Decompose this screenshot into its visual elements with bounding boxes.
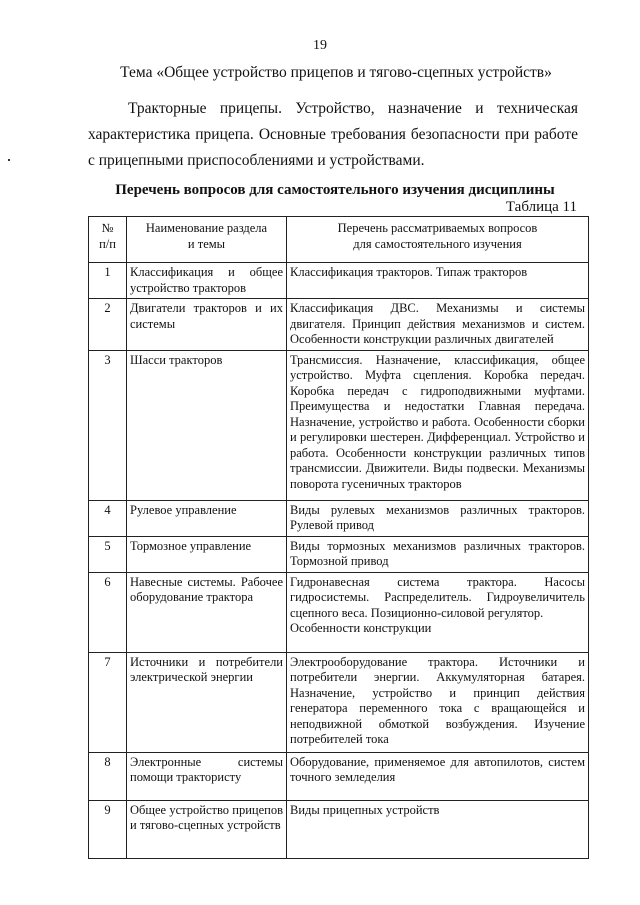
row-questions: Виды рулевых механизмов различных тракторов. Рулевой привод: [287, 500, 589, 536]
header-num: [89, 217, 127, 263]
row-section: Шасси тракторов: [127, 350, 287, 500]
row-number: 2: [89, 299, 127, 351]
row-questions: Электрооборудование трактора. Источники и потребители энергии. Аккумуляторная батарея. Назначение, устройство и принцип действия генератора переменного тока с вращающейся и неподвижной обмоткой возбуждения. Изучение потребителей тока: [287, 652, 589, 752]
row-questions: Оборудование, применяемое для автопилотов, систем точного земледелия: [287, 752, 589, 800]
row-number: 4: [89, 500, 127, 536]
table-row: [89, 500, 589, 536]
table-row: [89, 652, 589, 752]
row-section: Источники и потребители электрической энергии: [127, 652, 287, 752]
table-row: [89, 752, 589, 800]
header-section-line2: и темы: [187, 236, 226, 251]
row-questions: Виды прицепных устройств: [287, 800, 589, 858]
row-number: 6: [89, 572, 127, 652]
list-heading: Перечень вопросов для самостоятельного изучения дисциплины: [115, 182, 555, 198]
table-row: [89, 572, 589, 652]
row-section: Классификация и общее устройство тракторов: [127, 263, 287, 299]
row-questions: Трансмиссия. Назначение, классификация, общее устройство. Муфта сцепления. Коробка передач. Коробка передач с гидроподвижными муфтами. Преимущества и недостатки Главная передача. Назначение, устройство и работа. Особенности сборки и регулировки шестерен. Дифференциал. Устройство и работа. Особенности конструкции различных типов трансмиссии. Движители. Виды подвески. Механизмы поворота гусеничных тракторов: [287, 350, 589, 500]
page-number: 19: [313, 38, 327, 53]
scan-dot: [8, 159, 10, 161]
table-row: [89, 800, 589, 858]
header-questions-line2: для самостоятельного изучения: [353, 236, 522, 251]
row-section: Общее устройство прицепов и тягово-сцепных устройств: [127, 800, 287, 858]
row-number: 7: [89, 652, 127, 752]
table-header-row: [89, 217, 589, 263]
row-section: Навесные системы. Рабочее оборудование трактора: [127, 572, 287, 652]
row-number: 9: [89, 800, 127, 858]
row-number: 3: [89, 350, 127, 500]
header-section: [127, 217, 287, 263]
header-questions: [287, 217, 589, 263]
row-number: 5: [89, 536, 127, 572]
row-questions-cell: [287, 572, 589, 652]
header-num-line2: п/п: [99, 236, 116, 251]
header-section-line1: Наименование раздела: [145, 221, 268, 235]
table-row: [89, 350, 589, 500]
row-questions: Классификация тракторов. Типаж тракторов: [287, 263, 589, 299]
row-section: Двигатели тракторов и их системы: [127, 299, 287, 351]
table-row: [89, 299, 589, 351]
row-questions: Гидронавесная система трактора. Насосы гидросистемы. Распределитель. Гидроувеличитель сцепного веса. Позиционно-силовой регулятор.: [290, 574, 585, 620]
row-questions: Виды тормозных механизмов различных тракторов. Тормозной привод: [287, 536, 589, 572]
row-questions: Классификация ДВС. Механизмы и системы двигателя. Принцип действия механизмов и систем. Особенности конструкции различных двигателей: [287, 299, 589, 351]
topic-title: Тема «Общее устройство прицепов и тягово-сцепных устройств»: [120, 64, 552, 81]
table-row: [89, 263, 589, 299]
intro-paragraph: Тракторные прицепы. Устройство, назначение и техническая характеристика прицепа. Основные требования безопасности при работе с прицепными приспособлениями и устройствами.: [88, 100, 578, 169]
row-section: Рулевое управление: [127, 500, 287, 536]
row-number: 8: [89, 752, 127, 800]
header-num-line1: №: [101, 221, 114, 235]
row-section: Электронные системы помощи трактористу: [127, 752, 287, 800]
header-questions-line1: Перечень рассматриваемых вопросов: [337, 221, 538, 235]
row-number: 1: [89, 263, 127, 299]
row-questions-extra: Особенности конструкции: [290, 621, 432, 635]
table-row: [89, 536, 589, 572]
questions-table: [88, 216, 589, 859]
table-label: Таблица 11: [505, 199, 577, 215]
row-section: Тормозное управление: [127, 536, 287, 572]
